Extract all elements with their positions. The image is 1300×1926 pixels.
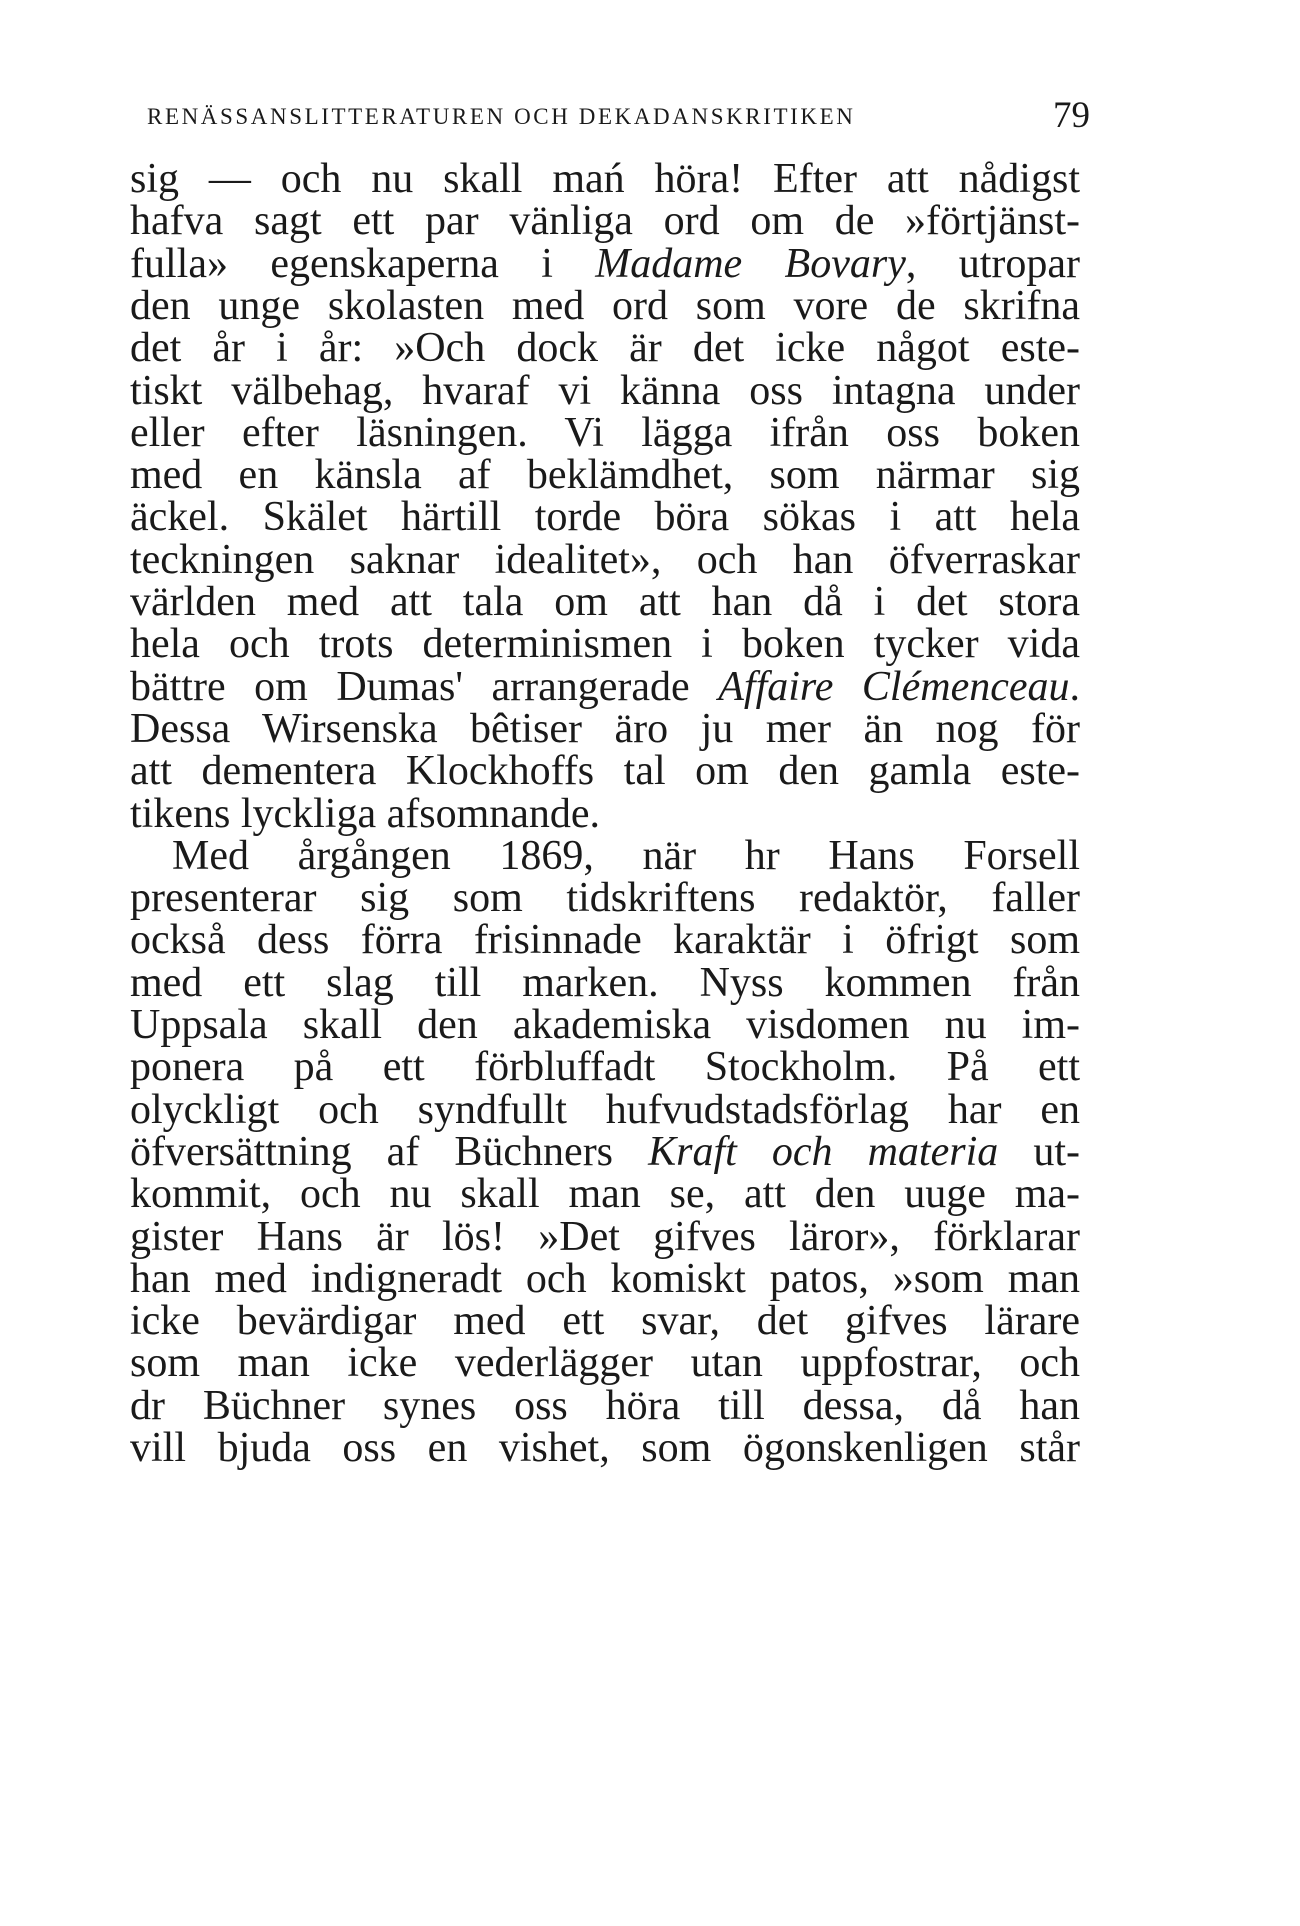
italic-title: Affaire Clémenceau [718, 663, 1070, 710]
text-segment: som man icke vederlägger utan uppfostrar, och [130, 1340, 1080, 1387]
text-segment: olyckligt och syndfullt hufvudstadsförlag har en [130, 1086, 1080, 1133]
page-number: 79 [1053, 95, 1090, 136]
text-segment: med en känsla af beklämdhet, som närmar sig [130, 452, 1080, 499]
text-segment: gister Hans är lös! »Det gifves läror», förklarar [130, 1213, 1080, 1260]
text-segment: ponera på ett förbluffadt Stockholm. På ett [130, 1044, 1080, 1091]
text-segment: dr Büchner synes oss höra till dessa, då han [130, 1382, 1080, 1429]
text-segment: den unge skolasten med ord som vore de skrifna [130, 282, 1080, 329]
text-segment: ut- [998, 1128, 1080, 1175]
text-segment: tikens lyckliga afsomnande. [130, 790, 601, 837]
text-segment: teckningen saknar idealitet», och han öfverraskar [130, 536, 1080, 583]
text-segment: bättre om Dumas' arrangerade [130, 663, 719, 710]
text-segment: Uppsala skall den akademiska visdomen nu im- [130, 1002, 1080, 1048]
text-segment: världen med att tala om att han då i det stora [130, 579, 1080, 625]
italic-title: Kraft och materia [648, 1128, 999, 1175]
text-line [130, 1422, 1080, 1474]
running-head [147, 95, 1090, 138]
text-segment: det år i år: »Och dock är det icke något este- [130, 325, 1080, 372]
text-segment: , utropar [905, 240, 1080, 287]
text-segment: icke bevärdigar med ett svar, det gifves lärare [130, 1298, 1080, 1345]
text-segment: tiskt välbehag, hvaraf vi känna oss intagna under [130, 367, 1080, 414]
text-segment: fulla» egenskaperna i [130, 240, 596, 287]
text-segment: eller efter läsningen. Vi lägga ifrån oss boken [130, 409, 1080, 456]
text-segment: . [1069, 663, 1081, 710]
text-segment: hela och trots determinismen i boken tycker vida [130, 621, 1080, 668]
text-segment: kommit, och nu skall man se, att den uuge ma- [130, 1171, 1080, 1218]
text-segment: sig — och nu skall mań höra! Efter att nådigst [130, 156, 1080, 202]
running-title: RENÄSSANSLITTERATUREN OCH DEKADANSKRITIKEN [147, 104, 856, 129]
text-segment: han med indigneradt och komiskt patos, »som man [130, 1255, 1080, 1302]
text-segment: vill bjuda oss en vishet, som ögonskenligen står [130, 1425, 1080, 1471]
text-segment: Med årgången 1869, när hr Hans Forsell [172, 832, 1080, 879]
italic-title: Madame Bovary [595, 240, 906, 287]
text-segment: hafva sagt ett par vänliga ord om de »förtjänst- [130, 198, 1080, 245]
text-segment: med ett slag till marken. Nyss kommen från [130, 959, 1080, 1006]
text-segment: öfversättning af Büchners [130, 1128, 649, 1175]
text-segment: också dess förra frisinnade karaktär i öfrigt som [130, 917, 1080, 964]
text-segment: Dessa Wirsenska bêtiser äro ju mer än nog för [130, 705, 1080, 752]
text-segment: äckel. Skälet härtill torde böra sökas i att hela [130, 494, 1080, 541]
text-segment: presenterar sig som tidskriftens redaktör, faller [130, 875, 1080, 922]
text-segment: att dementera Klockhoffs tal om den gamla este- [130, 748, 1080, 795]
